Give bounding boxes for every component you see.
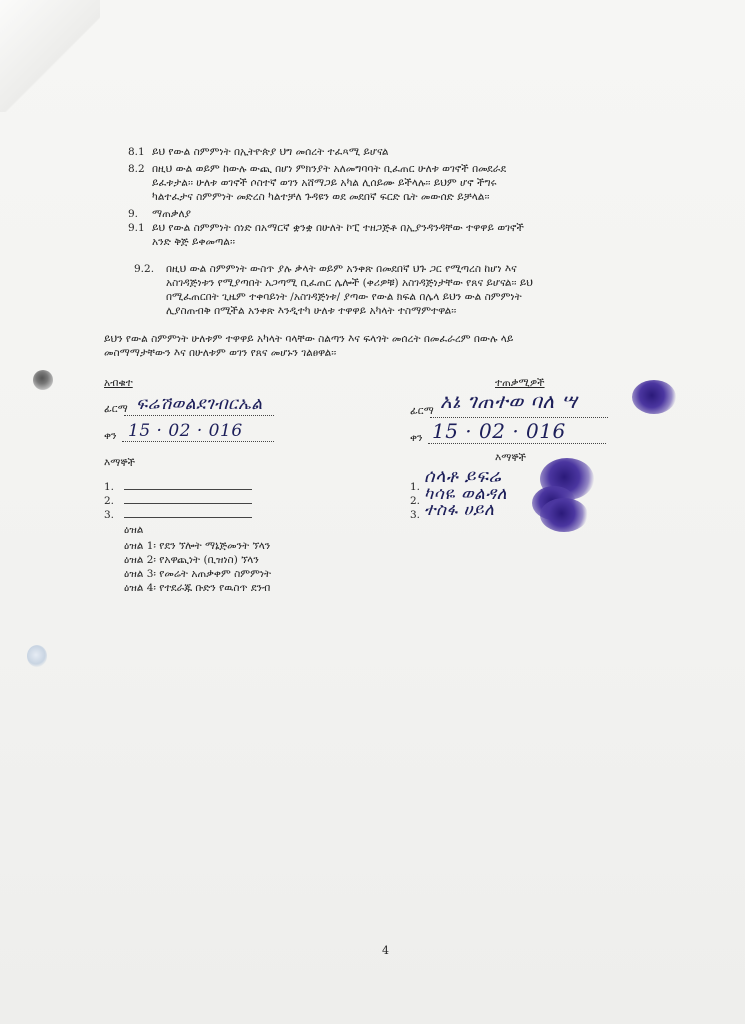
section-9-1-number: 9.1 — [128, 222, 145, 234]
attachment-item: ዕዝል 4፡ የተደራጁ ቡድን የዉስጥ ደንብ — [124, 582, 271, 594]
left-date-line — [122, 441, 274, 442]
section-9-2-line: አስገዳጅነቱን የሚያጣበት አጋጣሚ ቢፈጠር ሌሎች (ቀሪዎቹ) አስገዳጅነታቸው የጸና ይሆናል፡፡ ይህ — [166, 277, 533, 289]
right-date-line — [428, 443, 606, 444]
right-signature: አኔ ገጠተወ ባለ ሣ — [440, 389, 578, 413]
left-date-handwritten: 15 · 02 · 016 — [128, 421, 243, 441]
witness-number: 1. — [410, 481, 421, 493]
section-9-heading: ማጠቃለያ — [152, 208, 192, 220]
right-party-heading: ተጠቃሚዎች — [495, 377, 545, 389]
section-8-2-number: 8.2 — [128, 163, 145, 175]
section-8-2-line: ካልተፈታና ስምምነት መድረስ ካልተቻለ ጉዳዩን ወደ መደበኛ ፍርድ ቤት መውሰድ ይቻላል፡፡ — [152, 191, 490, 203]
folded-corner — [0, 0, 100, 112]
fingerprint-stamp — [540, 498, 588, 532]
left-witnesses-heading: እማኞች — [104, 457, 136, 469]
right-sign-line — [430, 417, 608, 418]
section-9-2-line: ሊያስጠብቅ በሚችል አንቀጽ እንዲተካ ሁለቱ ተዋዋይ አካላት ተስማምተዋል፡፡ — [166, 305, 457, 317]
left-sign-label: ፊርማ — [104, 403, 128, 415]
section-9-number: 9. — [128, 208, 139, 220]
witness-number: 2. — [104, 495, 115, 507]
witness-name-handwritten: ሰላቶ ይፍሬ — [424, 466, 502, 487]
witness-line — [124, 503, 252, 504]
closing-line: መስማማታቸውን እና በሁለቱም ወገን የጸና መሆኑን ገልፀዋል፡፡ — [104, 347, 337, 359]
left-date-label: ቀን — [104, 430, 117, 442]
witness-name-handwritten: ካሳዬ ወልዳለ — [424, 484, 508, 504]
section-8-1-number: 8.1 — [128, 146, 145, 158]
attachments-heading: ዕዝል — [124, 524, 144, 536]
section-9-2-line: በሚፈጠርበት ጊዜም ተቀባይነት /አስገዳጅነቱ/ ያጣው የውል ክፍል በሌላ ይህን ውል ስምምነት — [166, 291, 522, 303]
fingerprint-stamp — [632, 380, 676, 414]
section-9-1-line: ይህ የውል ስምምነት ሰነድ በአማርኛ ቋንቋ በሁለት ኮፒ ተዘጋጅቶ በኢያንዳንዳቸው ተዋዋይ ወገኖች — [152, 222, 524, 234]
attachment-item: ዕዝል 1፡ የደን ኘሎት ማኔጅመንት ኘላን — [124, 540, 271, 552]
section-9-1-line: አንድ ቅጅ ይቀመጣል፡፡ — [152, 236, 235, 248]
left-sign-line — [124, 415, 274, 416]
witness-number: 1. — [104, 481, 115, 493]
witness-number: 3. — [104, 509, 115, 521]
left-party-heading: አብቁተ — [104, 377, 133, 389]
section-8-2-line: በዚህ ውል ወይም ከውሉ ውጪ በሆነ ምክንያት አለመግባባት ቢፈጠር ሁለቱ ወገኖች በመደራደ — [152, 163, 507, 175]
witness-line — [124, 489, 252, 490]
attachment-item: ዕዝል 3፡ የመሬት አጠቃቀም ስምምነት — [124, 568, 272, 580]
right-date-label: ቀን — [410, 432, 423, 444]
witness-line — [124, 517, 252, 518]
section-9-2-number: 9.2. — [134, 263, 155, 275]
witness-number: 3. — [410, 509, 421, 521]
page-number: 4 — [382, 944, 389, 957]
right-witnesses-heading: እማኞች — [495, 452, 527, 464]
left-signature: ፍሬሽወልደገብርኤል — [136, 394, 263, 414]
section-8-2-line: ይፈቱታል፡፡ ሁለቱ ወገኖች ሶስተኛ ወገን አሸማጋይ አካል ሊሰይሙ ይችላሉ፡፡ ይህም ሆኖ ችግሩ — [152, 177, 497, 189]
closing-line: ይህን የውል ስምምነት ሁለቱም ተዋዋይ አካላት ባላቸው ስልጣን እና ፍላጎት መሰረት በመፈራረም በውሉ ላይ — [104, 333, 514, 345]
right-date-handwritten: 15 · 02 · 016 — [432, 419, 566, 443]
punch-hole — [27, 645, 47, 667]
witness-number: 2. — [410, 495, 421, 507]
punch-hole — [33, 370, 53, 390]
section-9-2-line: በዚህ ውል ስምምነት ውስጥ ያሉ ቃላት ወይም አንቀጽ በመደበኛ ህጉ ጋር የሚጣረስ ከሆነ እና — [166, 263, 517, 275]
witness-name-handwritten: ተስፋ ሀይለ — [424, 500, 495, 520]
right-sign-label: ፊርማ — [410, 405, 434, 417]
attachment-item: ዕዝል 2፡ የአዋጪነት (ቢዝነስ) ኘላን — [124, 554, 259, 566]
section-8-1-text: ይህ የውል ስምምነት በኢትዮጵያ ህግ መሰረት ተፈጻሚ ይሆናል — [152, 146, 389, 158]
